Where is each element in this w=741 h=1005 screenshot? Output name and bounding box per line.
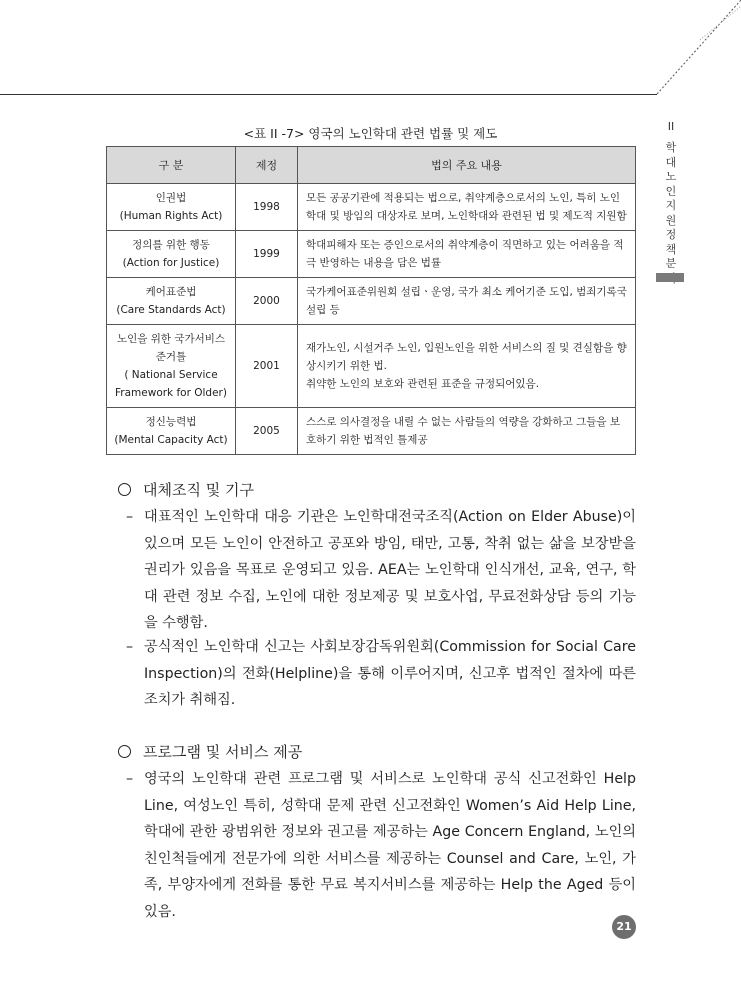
category-line: 준거틀 (155, 351, 187, 363)
row-description (298, 184, 636, 231)
table-row (107, 231, 636, 278)
dash-bullet-icon: – (126, 509, 134, 525)
category-line: (Action for Justice) (122, 257, 220, 269)
category-line: 케어표준법 (145, 286, 197, 298)
header-category: 구 분 (107, 147, 236, 184)
law-table (106, 146, 636, 455)
bullet-text: 대표적인 노인학대 대응 기관은 노인학대전국조직(Action on Elder Abuse)이 있으며 모든 노인이 안전하고 공포와 방임, 태만, 고통, 착취 없는 삶을 보장받을 권리가 있음을 목표로 운영되고 있음. AEA는 노인학대 인식개선, 교육, 연구, 학대 관련 정보 수집, 노인에 대한 정보제공 및 보호사업, 무료전화상담 등의 기능을 수행함. (144, 509, 636, 631)
description-line: 재가노인, 시설거주 노인, 입원노인을 위한 서비스의 질 및 견실함을 향상시키기 위한 법. (306, 342, 627, 372)
description-line: 스스로 의사결정을 내릴 수 없는 사람들의 역량을 강화하고 그들을 보호하기 위한 법적인 틀제공 (306, 416, 621, 446)
dash-bullet-icon: – (126, 639, 134, 655)
row-description (298, 325, 636, 408)
bullet-item (126, 504, 636, 637)
row-year: 1998 (236, 184, 298, 231)
row-year: 2005 (236, 408, 298, 455)
section-title: 대체조직 및 기구 (143, 481, 254, 499)
row-year: 2000 (236, 278, 298, 325)
chapter-marker-bar (656, 273, 684, 282)
table-row (107, 278, 636, 325)
section-title: 프로그램 및 서비스 제공 (143, 743, 303, 761)
section-heading-programs (118, 741, 302, 762)
table-row (107, 184, 636, 231)
chapter-title-vertical: 학대노인지원정책분 (665, 141, 677, 270)
category-line: (Care Standards Act) (116, 304, 226, 316)
corner-decoration (640, 0, 741, 96)
category-line: 정신능력법 (145, 416, 197, 428)
chapter-roman-numeral: II (667, 120, 675, 133)
bullet-text: 공식적인 노인학대 신고는 사회보장감독위원회(Commission for Social Care Inspection)의 전화(Helpline)을 통해 이루어지며, 신고후 법적인 절차에 따른 조치가 취해짐. (144, 639, 636, 708)
dash-bullet-icon: – (126, 771, 134, 787)
bullet-text: 영국의 노인학대 관련 프로그램 및 서비스로 노인학대 공식 신고전화인 Help Line, 여성노인 특히, 성학대 문제 관련 신고전화인 Women’s Aid Help Line, 학대에 관한 광범위한 정보와 권고를 제공하는 Age Concern England, 노인의 친인척들에게 전문가에 의한 서비스를 제공하는 Counsel and Care, 노인, 가족, 부양자에게 전화를 통한 무료 복지서비스를 제공하는 Help the Aged 등이 있음. (144, 771, 636, 920)
description-line: 국가케어표준위원회 설립ㆍ운영, 국가 최소 케어기준 도입, 범죄기록국 설립 등 (306, 286, 627, 316)
table-caption: <표 II -7> 영국의 노인학대 관련 법률 및 제도 (243, 126, 498, 141)
category-line: (Human Rights Act) (119, 210, 223, 222)
row-description (298, 231, 636, 278)
header-year: 제정 (236, 147, 298, 184)
chapter-side-tab (660, 120, 682, 286)
category-line: 정의를 위한 행동 (132, 239, 210, 251)
section-heading-organizations (118, 479, 254, 500)
category-line: Framework for Older) (115, 387, 227, 399)
row-category (107, 278, 236, 325)
row-year: 2001 (236, 325, 298, 408)
page-number: 21 (612, 915, 636, 939)
category-line: 노인을 위한 국가서비스 (116, 333, 226, 345)
header-description: 법의 주요 내용 (298, 147, 636, 184)
header-rule (0, 94, 657, 95)
row-description (298, 278, 636, 325)
bullet-item (126, 766, 636, 925)
category-line: ( National Service (124, 369, 218, 381)
description-line: 학대피해자 또는 증인으로서의 취약계층이 직면하고 있는 어려움을 적극 반영하는 내용을 담은 법률 (306, 239, 624, 269)
row-year: 1999 (236, 231, 298, 278)
category-line: (Mental Capacity Act) (114, 434, 228, 446)
row-category (107, 231, 236, 278)
row-category (107, 408, 236, 455)
table-row (107, 408, 636, 455)
table-header-row (107, 147, 636, 184)
description-line: 취약한 노인의 보호와 관련된 표준을 규정되어있음. (306, 378, 540, 390)
description-line: 모든 공공기관에 적용되는 법으로, 취약계층으로서의 노인, 특히 노인학대 및 방임의 대상자로 보며, 노인학대와 관련된 법 및 제도적 지원함 (306, 192, 627, 222)
circle-bullet-icon (118, 483, 131, 496)
row-category (107, 184, 236, 231)
row-category (107, 325, 236, 408)
table-row (107, 325, 636, 408)
circle-bullet-icon (118, 745, 131, 758)
bullet-item (126, 634, 636, 714)
category-line: 인권법 (155, 192, 187, 204)
row-description (298, 408, 636, 455)
